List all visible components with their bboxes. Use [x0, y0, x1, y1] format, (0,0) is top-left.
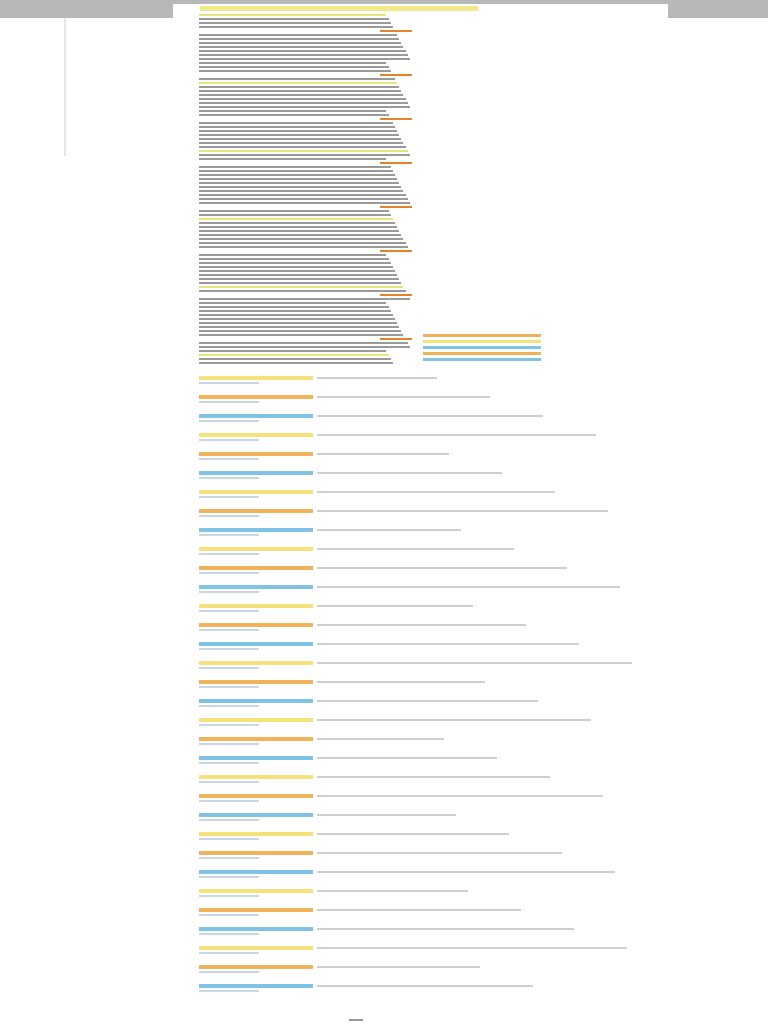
- annotation-row: [199, 699, 643, 717]
- document-text-line: [199, 142, 403, 144]
- annotation-row: [199, 984, 643, 1002]
- document-text-line: [199, 134, 399, 136]
- annotation-label: [199, 395, 313, 399]
- page-footer: [349, 1019, 363, 1021]
- annotation-sub-line: [199, 534, 259, 536]
- annotation-row: [199, 927, 643, 945]
- annotation-label: [199, 414, 313, 418]
- document-text-line: [199, 274, 397, 276]
- document-text-line: [199, 126, 395, 128]
- document-text-line: [199, 54, 408, 56]
- annotation-text: [317, 909, 521, 911]
- document-text-line: [199, 290, 406, 292]
- annotation-row: [199, 851, 643, 869]
- annotation-label: [199, 566, 313, 570]
- document-text-line: [199, 334, 403, 336]
- document-text-line: [199, 90, 401, 92]
- annotation-sub-line: [199, 800, 259, 802]
- document-text-line: [199, 318, 395, 320]
- document-text-line: [199, 110, 386, 112]
- annotation-row: [199, 604, 643, 622]
- document-text-line: [199, 254, 386, 256]
- annotation-sub-line: [199, 686, 259, 688]
- annotation-sub-line: [199, 724, 259, 726]
- document-text-line: [199, 166, 391, 168]
- annotation-text: [317, 434, 596, 436]
- document-text-line: [199, 242, 406, 244]
- annotation-sub-line: [199, 439, 259, 441]
- annotation-sub-line: [199, 477, 259, 479]
- annotation-text: [317, 453, 449, 455]
- annotation-sub-line: [199, 458, 259, 460]
- annotation-sub-line: [199, 762, 259, 764]
- document-text-line: [199, 342, 408, 344]
- annotation-sub-line: [199, 857, 259, 859]
- annotation-label: [199, 737, 313, 741]
- annotation-label: [199, 604, 313, 608]
- annotation-text: [317, 757, 497, 759]
- document-text-line: [380, 294, 412, 296]
- annotation-sub-line: [199, 629, 259, 631]
- document-text-line: [380, 74, 412, 76]
- annotation-text: [317, 681, 485, 683]
- document-text-line: [199, 210, 389, 212]
- annotation-text: [317, 377, 437, 379]
- annotation-text: [317, 396, 490, 398]
- annotation-row: [199, 889, 643, 907]
- annotation-sub-line: [199, 819, 259, 821]
- annotation-text: [317, 586, 620, 588]
- annotation-row: [199, 775, 643, 793]
- annotation-text: [317, 643, 579, 645]
- annotation-text: [317, 833, 509, 835]
- document-text-line: [199, 58, 410, 60]
- document-text-line: [199, 86, 399, 88]
- annotation-row: [199, 756, 643, 774]
- annotation-sub-line: [199, 496, 259, 498]
- side-divider: [64, 18, 66, 156]
- annotation-sub-line: [199, 781, 259, 783]
- annotation-row: [199, 547, 643, 565]
- legend-band-yellow: [423, 340, 541, 343]
- document-text-line: [199, 354, 389, 356]
- document-text-line: [199, 226, 397, 228]
- document-text-line: [199, 154, 410, 156]
- document-text-line: [380, 162, 412, 164]
- document-text-line: [199, 230, 399, 232]
- document-text-line: [199, 362, 393, 364]
- document-text-line: [199, 50, 406, 52]
- annotation-label: [199, 832, 313, 836]
- document-text-line: [199, 258, 389, 260]
- annotation-text: [317, 890, 468, 892]
- document-text-line: [199, 218, 393, 220]
- document-text-line: [199, 278, 399, 280]
- document-text-line: [199, 246, 408, 248]
- document-text-line: [199, 266, 393, 268]
- document-text-line: [199, 114, 389, 116]
- document-text-line: [380, 206, 412, 208]
- document-text-line: [199, 94, 403, 96]
- document-text-line: [199, 238, 403, 240]
- document-text-line: [199, 282, 401, 284]
- document-text-line: [199, 106, 410, 108]
- document-text-line: [199, 170, 393, 172]
- annotation-row: [199, 623, 643, 641]
- annotation-sub-line: [199, 591, 259, 593]
- document-text-line: [199, 42, 401, 44]
- annotation-label: [199, 718, 313, 722]
- document-text-line: [199, 262, 391, 264]
- document-text-line: [199, 18, 389, 20]
- annotation-sub-line: [199, 705, 259, 707]
- annotation-sub-line: [199, 952, 259, 954]
- annotation-row: [199, 794, 643, 812]
- annotation-row: [199, 471, 643, 489]
- annotation-label: [199, 433, 313, 437]
- highlight-legend: [423, 334, 541, 364]
- document-text-line: [199, 34, 397, 36]
- annotation-label: [199, 585, 313, 589]
- legend-band-orange: [423, 352, 541, 355]
- annotation-text: [317, 795, 603, 797]
- document-text-line: [199, 322, 397, 324]
- document-text-line: [199, 222, 395, 224]
- annotation-label: [199, 528, 313, 532]
- annotation-sub-line: [199, 933, 259, 935]
- annotation-sub-line: [199, 838, 259, 840]
- document-text-line: [199, 270, 395, 272]
- annotation-text: [317, 529, 461, 531]
- annotation-sub-line: [199, 971, 259, 973]
- annotation-text: [317, 871, 615, 873]
- document-text-line: [199, 326, 399, 328]
- annotation-row: [199, 661, 643, 679]
- annotation-text: [317, 852, 562, 854]
- annotation-label: [199, 452, 313, 456]
- document-text-line: [199, 286, 403, 288]
- document-text-line: [199, 38, 399, 40]
- document-text-line: [199, 186, 401, 188]
- annotation-sub-line: [199, 572, 259, 574]
- document-text-line: [199, 46, 403, 48]
- document-text-line: [199, 174, 395, 176]
- annotation-sub-line: [199, 876, 259, 878]
- annotation-label: [199, 376, 313, 380]
- annotation-text: [317, 928, 574, 930]
- annotation-sub-line: [199, 667, 259, 669]
- annotation-row: [199, 566, 643, 584]
- annotation-text: [317, 624, 526, 626]
- document-text-line: [199, 302, 386, 304]
- annotation-row: [199, 395, 643, 413]
- annotation-label: [199, 794, 313, 798]
- document-text-line: [199, 190, 403, 192]
- annotation-label: [199, 813, 313, 817]
- annotation-label: [199, 889, 313, 893]
- annotation-row: [199, 376, 643, 394]
- document-text-line: [199, 146, 406, 148]
- annotation-text: [317, 548, 514, 550]
- document-text-line: [380, 118, 412, 120]
- annotation-sub-line: [199, 648, 259, 650]
- annotation-row: [199, 737, 643, 755]
- annotation-row: [199, 414, 643, 432]
- document-text-block: [199, 14, 412, 370]
- annotation-sub-line: [199, 553, 259, 555]
- legend-band-blue: [423, 346, 541, 349]
- annotation-row: [199, 908, 643, 926]
- document-text-line: [199, 122, 393, 124]
- document-text-line: [199, 178, 397, 180]
- annotation-label: [199, 623, 313, 627]
- annotation-label: [199, 851, 313, 855]
- annotation-label: [199, 471, 313, 475]
- document-text-line: [199, 298, 410, 300]
- document-text-line: [199, 98, 406, 100]
- document-text-line: [199, 214, 391, 216]
- legend-band-blue: [423, 358, 541, 361]
- annotation-sub-line: [199, 743, 259, 745]
- annotation-row: [199, 718, 643, 736]
- annotation-text: [317, 605, 473, 607]
- annotation-label: [199, 661, 313, 665]
- annotation-row: [199, 965, 643, 983]
- document-text-line: [199, 198, 408, 200]
- annotation-label: [199, 870, 313, 874]
- annotation-text: [317, 947, 627, 949]
- annotation-label: [199, 927, 313, 931]
- document-text-line: [199, 82, 397, 84]
- annotation-text: [317, 567, 567, 569]
- annotation-label: [199, 680, 313, 684]
- document-text-line: [199, 194, 406, 196]
- document-text-line: [199, 102, 408, 104]
- annotation-sub-line: [199, 401, 259, 403]
- annotation-row: [199, 528, 643, 546]
- document-text-line: [199, 330, 401, 332]
- document-text-line: [199, 310, 391, 312]
- document-text-line: [199, 66, 389, 68]
- annotation-text: [317, 415, 543, 417]
- annotation-list: [199, 376, 643, 1006]
- annotation-text: [317, 472, 502, 474]
- document-text-line: [199, 346, 410, 348]
- annotation-label: [199, 509, 313, 513]
- annotation-row: [199, 509, 643, 527]
- annotation-label: [199, 642, 313, 646]
- annotation-row: [199, 946, 643, 964]
- document-text-line: [199, 62, 386, 64]
- annotation-label: [199, 946, 313, 950]
- annotation-row: [199, 433, 643, 451]
- document-text-line: [199, 14, 386, 16]
- annotation-row: [199, 813, 643, 831]
- document-text-line: [199, 182, 399, 184]
- annotation-sub-line: [199, 914, 259, 916]
- document-text-line: [199, 26, 393, 28]
- annotation-row: [199, 680, 643, 698]
- annotation-row: [199, 452, 643, 470]
- document-text-line: [199, 130, 397, 132]
- document-title: [200, 6, 478, 11]
- annotation-row: [199, 870, 643, 888]
- document-text-line: [199, 234, 401, 236]
- document-text-line: [199, 350, 386, 352]
- annotation-label: [199, 547, 313, 551]
- annotation-row: [199, 490, 643, 508]
- annotation-sub-line: [199, 515, 259, 517]
- annotation-sub-line: [199, 420, 259, 422]
- annotation-text: [317, 776, 550, 778]
- annotation-label: [199, 775, 313, 779]
- annotation-text: [317, 814, 456, 816]
- annotation-row: [199, 642, 643, 660]
- document-text-line: [199, 358, 391, 360]
- document-text-line: [199, 158, 386, 160]
- annotation-text: [317, 738, 444, 740]
- annotation-text: [317, 985, 533, 987]
- document-text-line: [199, 78, 395, 80]
- annotation-label: [199, 908, 313, 912]
- annotation-row: [199, 832, 643, 850]
- annotation-text: [317, 966, 480, 968]
- document-text-line: [199, 138, 401, 140]
- document-text-line: [199, 202, 410, 204]
- legend-band-orange: [423, 334, 541, 337]
- document-text-line: [199, 70, 391, 72]
- annotation-sub-line: [199, 382, 259, 384]
- document-text-line: [380, 250, 412, 252]
- document-text-line: [199, 150, 408, 152]
- annotation-text: [317, 700, 538, 702]
- annotation-sub-line: [199, 610, 259, 612]
- annotation-label: [199, 984, 313, 988]
- annotation-text: [317, 510, 608, 512]
- annotation-label: [199, 699, 313, 703]
- annotation-label: [199, 965, 313, 969]
- annotation-label: [199, 490, 313, 494]
- annotation-label: [199, 756, 313, 760]
- document-text-line: [199, 22, 391, 24]
- document-text-line: [199, 314, 393, 316]
- annotation-text: [317, 491, 555, 493]
- document-text-line: [199, 306, 389, 308]
- document-text-line: [380, 30, 412, 32]
- document-text-line: [380, 338, 412, 340]
- annotation-text: [317, 719, 591, 721]
- annotation-text: [317, 662, 632, 664]
- annotation-sub-line: [199, 895, 259, 897]
- annotation-sub-line: [199, 990, 259, 992]
- annotation-row: [199, 585, 643, 603]
